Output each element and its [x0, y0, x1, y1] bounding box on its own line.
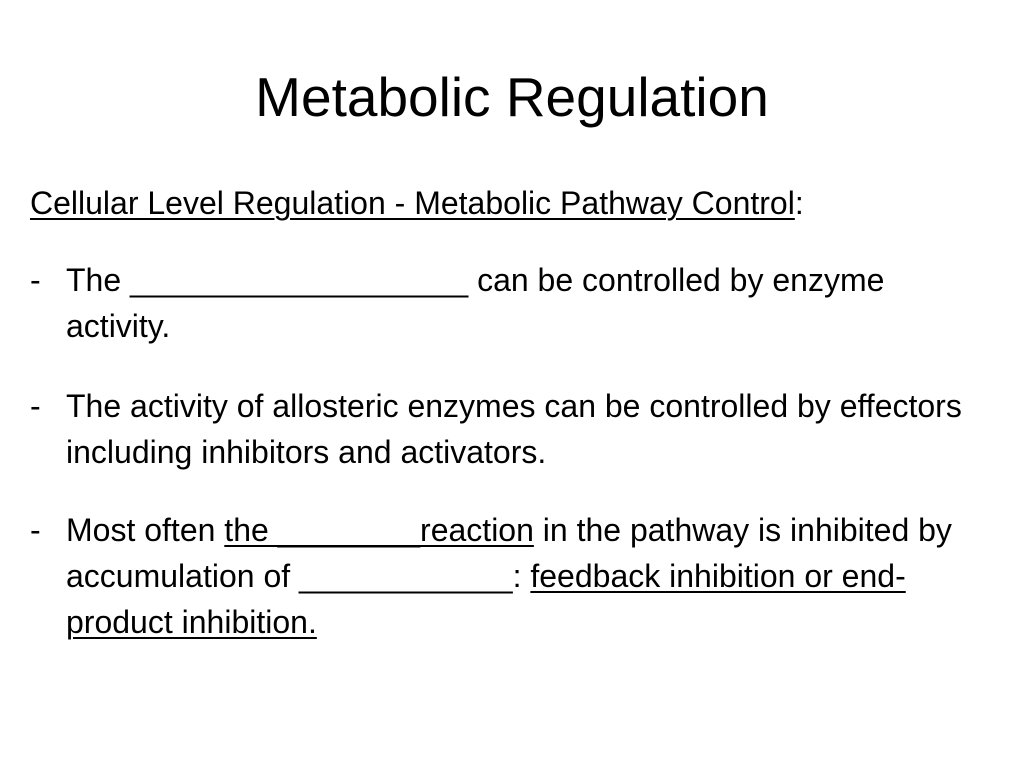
bullet-text-part: The: [66, 262, 131, 298]
bullet-text: The activity of allosteric enzymes can be controlled by effectors including inhibitors and activators.: [66, 388, 962, 470]
underlined-phrase: the ________reaction: [224, 512, 534, 548]
bullet-marker: -: [30, 512, 41, 548]
bullet-text-part: in the pathway is inhibited by accumulation of: [66, 512, 952, 594]
section-heading: [30, 181, 804, 225]
bullet-item-2: [30, 383, 990, 475]
underlined-phrase: feedback inhibition or end-product inhibition.: [66, 558, 906, 640]
bullet-item-1: [30, 257, 990, 349]
bullet-text: [66, 507, 990, 645]
bullet-text-part: :: [512, 558, 531, 594]
bullet-marker: -: [30, 388, 41, 424]
fill-in-blank: ___________________: [130, 262, 469, 298]
bullet-marker: -: [30, 262, 41, 298]
bullet-item-3: [30, 507, 990, 645]
section-heading-colon: :: [794, 185, 804, 221]
fill-in-blank: ____________: [299, 558, 513, 594]
bullet-text-part: Most often: [66, 512, 225, 548]
bullet-text-part: can be controlled by enzyme activity.: [66, 262, 885, 344]
section-heading-text: Cellular Level Regulation - Metabolic Pathway Control: [30, 185, 795, 221]
slide-title: Metabolic Regulation: [255, 66, 769, 128]
bullet-text: [66, 257, 990, 349]
